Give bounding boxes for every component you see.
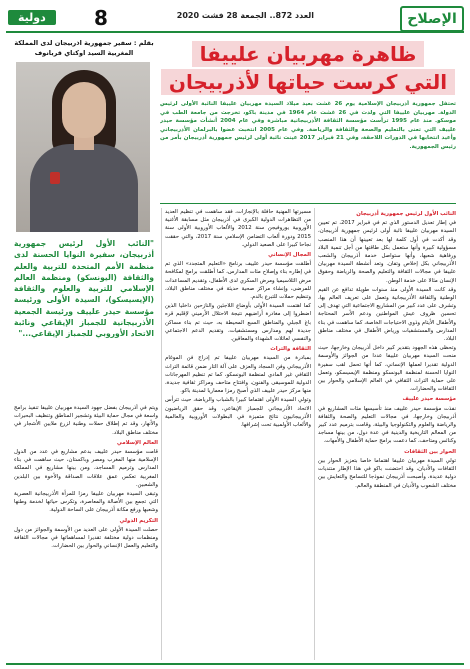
subheading: الحوار بين الثقافات — [404, 448, 456, 455]
page-number: 8 — [94, 6, 108, 30]
subheading: المجال الإنساني — [268, 252, 311, 259]
author-caption: بقلم : سفير جمهورية اذربيجان لدى المملكة المغربية السيد اوكتاي قربانوف — [14, 39, 154, 57]
paragraph: كما اهتمت السيدة الأولى بأوضاع اللاجئين والنازحين داخليا الذين اضطروا إلى مغادرة أراضيهم نتيجة الاحتلال الأرميني لإقليم قره باغ الجبلي والمناطق السبع المحيطة به، حيث تم بناء مساكن جديدة لهم ومدارس ومستشفيات، وتقديم الدعم الاجتماعي والنفسي لعائلات الشهداء والمعاقين. — [165, 303, 311, 343]
paragraph: ويتم في أذربيجان بفضل جهود السيدة مهربيان علييفا تنفيذ برامج واسعة في مجال حماية البيئة وتشجير المناطق وتنظيف البحيرات والأنهار، وقد تم إطلاق حملات وطنية لزرع ملايين الأشجار في مختلف مناطق البلاد. — [14, 405, 158, 436]
issue-date: العدد 872.. الجمعة 28 فشت 2020 — [176, 11, 314, 20]
medal-icon — [50, 172, 60, 184]
paragraph: بمبادرة من السيدة مهربيان علييفا تم إدراج فن الموغام الأذربيجاني وفن السجاد والعزف على آلة التار ضمن قائمة التراث الثقافي غير المادي لمنظمة اليونسكو، كما تم تنظيم المهرجانات الدولية للموسيقى والفنون، وافتتاح متاحف ومراكز ثقافية جديدة، منها مركز حيدر علييف الذي أصبح رمزا معماريا لمدينة باكو. — [165, 355, 311, 395]
paragraph: تولي السيدة مهربيان علييفا اهتماما خاصا بتعزيز الحوار بين الثقافات والأديان، وقد احتضنت باكو في هذا الإطار منتديات دولية عديدة، وأصبحت أذربيجان نموذجا للتسامح والتعايش بين مختلف الشعوب والأديان في المنطقة والعالم. — [318, 457, 456, 489]
paragraph: في إطار تعديل الدستور الذي تم في فبراير 2017، تم تعيين السيدة مهربيان علييفا نائبة أولى لرئيس جمهورية أذربيجان، وقد أكدت في أول كلمة لها بعد تعيينها أن هذا المنصب مسؤولية كبيرة وأنها ستعمل بكل طاقتها من أجل تنمية البلاد ورفاهية شعبها، وأنها ستواصل خدمة أذربيجان والشعب الأذربيجاني بكل إخلاص وتفان. وتعد أنشطة السيدة مهربيان علييفا في مجالات الثقافة والتعليم والصحة والرياضة وحقوق الإنسان مثالا على خدمة الوطن. — [318, 220, 456, 284]
paragraph: وتحظى هذه الجهود بتقدير كبير داخل أذربيجان وخارجها، حيث منحت السيدة مهربيان علييفا عددا من الجوائز والأوسمة الدولية تقديرا لعملها الإنساني، كما أنها تحمل لقب سفيرة النوايا الحسنة لمنظمة اليونسكو ومنظمة الإيسيسكو، وتعمل على حماية التراث الثقافي في العالم الإسلامي والحوار بين الثقافات والحضارات. — [318, 345, 456, 393]
portrait-photo — [16, 62, 150, 232]
page-header — [6, 6, 464, 30]
lede-divider — [160, 203, 456, 204]
paragraph: وتولي السيدة الأولى اهتماما كبيرا بالشباب والرياضة، حيث تترأس الاتحاد الأذربيجاني للجمباز الإيقاعي، وقد حقق الرياضيون الأذربيجانيون نتائج متميزة في البطولات الأوروبية والعالمية والألعاب الأولمبية تحت إشرافها. — [165, 397, 311, 429]
subheading: النائب الأول لرئيس جمهورية أذربيجان — [356, 211, 456, 217]
pull-quote: "النائب الأول لرئيس جمهورية أذربيجان، سفيرة النوايا الحسنة لدى منظمة الأمم المتحدة للتربية والعلم والثقافة (اليونسكو) ومنظمة العالم الإسلامي للتربية والعلوم والثقافة (الإيسيسكو)، السيدة الأولى ورئيسة مؤسسة حيدر علييف ورئيسة الجمعية الأذربيجانية للجمباز الإيقاعي ونائبة الاتحاد الأوروبي للجمباز الإيقاعي..." — [14, 239, 154, 339]
article-column-left — [14, 404, 158, 660]
paragraph: وتبقى السيدة مهربيان علييفا رمزا للمرأة الأذربيجانية العصرية التي تجمع بين الأصالة والمعاصرة، وتكرس حياتها لخدمة وطنها وشعبها ورفع مكانة أذربيجان على الساحة الدولية. — [14, 491, 158, 514]
article-column-right — [318, 208, 456, 660]
article-lede: تحتفل جمهورية أذربيجان الإسلامية يوم 26 غشت بعيد ميلاد السيدة مهربيان علييفا النائبة الأولى لرئيس الدولة. مهربيان علييفا التي ولدت في 26 غشت عام 1964 في مدينة باكو، تخرجت من جامعة الطب في موسكو. منذ عام 1995 ترأست مؤسسة الثقافة الأذربيجانية مباشرة وفي عام 2004 أنشأت مؤسسة حيدر علييف التي تعنى بالتعليم والصحة والثقافة والرياضة. وفي عام 2005 انتخبت عضوا بالبرلمان الأذربيجاني وأعيد انتخابها في الدورات اللاحقة، وفي 21 فبراير 2017 عينت نائبة أولى لرئيس جمهورية أذربيجان بأمر من رئيس الجمهورية. — [160, 101, 456, 150]
header-divider — [6, 31, 464, 33]
article-column-middle — [165, 208, 311, 660]
newspaper-logo: الإصلاح — [400, 6, 464, 32]
column-divider — [161, 208, 162, 660]
paragraph: وقد كانت السيدة الأولى منذ سنوات طويلة تدافع عن القيم الوطنية والثقافة الأذربيجانية وتعمل على تعريف العالم بها، وتشرف على عدد كبير من المشاريع الاجتماعية التي تهدف إلى تحسين ظروف عيش المواطنين ودعم الأسر المحتاجة والأطفال الأيتام وذوي الاحتياجات الخاصة، كما ساهمت في بناء المدارس والمستشفيات ورياض الأطفال في مختلف مناطق البلاد. — [318, 286, 456, 343]
headline-line-2: التي كرست حياتها لأذربيجان — [161, 69, 455, 95]
section-label: دولية — [8, 10, 56, 25]
paragraph: نفذت مؤسسة حيدر علييف منذ تأسيسها مئات المشاريع في أذربيجان وخارجها، في مجالات التعليم والصحة والثقافة والرياضة والعلوم والتكنولوجيا والبيئة، وقامت بترميم عدد كبير من المعالم التاريخية والدينية في عدة دول، من بينها مساجد وكنائس ومتاحف، كما دعمت برامج حماية الأطفال والأمهات. — [318, 405, 456, 445]
subheading: العالم الإسلامي — [116, 439, 158, 446]
column-divider — [314, 208, 315, 660]
subheading: التكريم الدولي — [119, 517, 158, 524]
paragraph: مسيرتها المهنية حافلة بالإنجازات، فقد ساهمت في تنظيم العديد من التظاهرات الدولية الكبرى في أذربيجان مثل مسابقة الأغنية الأوروبية يوروفيجن سنة 2012 والألعاب الأوروبية الأولى سنة 2015 ودورة ألعاب التضامن الإسلامي سنة 2017، والتي حققت نجاحا كبيرا على الصعيد الدولي. — [165, 209, 311, 248]
headline-line-1: ظاهرة مهربيان علييفا — [192, 41, 425, 67]
paragraph: حصلت السيدة الأولى على العديد من الأوسمة والجوائز من دول ومنظمات دولية مختلفة تقديرا لمساهماتها في مجالات الثقافة والتعليم والعمل الإنساني والحوار بين الحضارات. — [14, 526, 158, 550]
subheading: الثقافة والتراث — [270, 346, 311, 353]
paragraph: قامت مؤسسة حيدر علييف بدعم مشاريع في عدد من الدول الإسلامية منها المغرب ومصر وباكستان، حيث ساهمت في بناء المدارس وترميم المساجد، ومن بينها مشاريع في المملكة المغربية تعكس عمق علاقات الصداقة والأخوة بين البلدين والشعبين. — [14, 449, 158, 488]
subheading: مؤسسة حيدر علييف — [402, 396, 456, 403]
article-headline — [160, 40, 456, 96]
paragraph: أطلقت مؤسسة حيدر علييف برنامج «التعليم المتجدد» الذي تم في إطاره بناء وإصلاح مئات المدارس، كما أطلقت برامج لمكافحة مرض الثلاسيميا ومرض السكري لدى الأطفال، وتقديم المساعدات للمرضى، وإنشاء مراكز صحية حديثة في مختلف مناطق البلاد، وتنظيم حملات للتبرع بالدم. — [165, 261, 311, 301]
footer-rule — [6, 663, 464, 665]
